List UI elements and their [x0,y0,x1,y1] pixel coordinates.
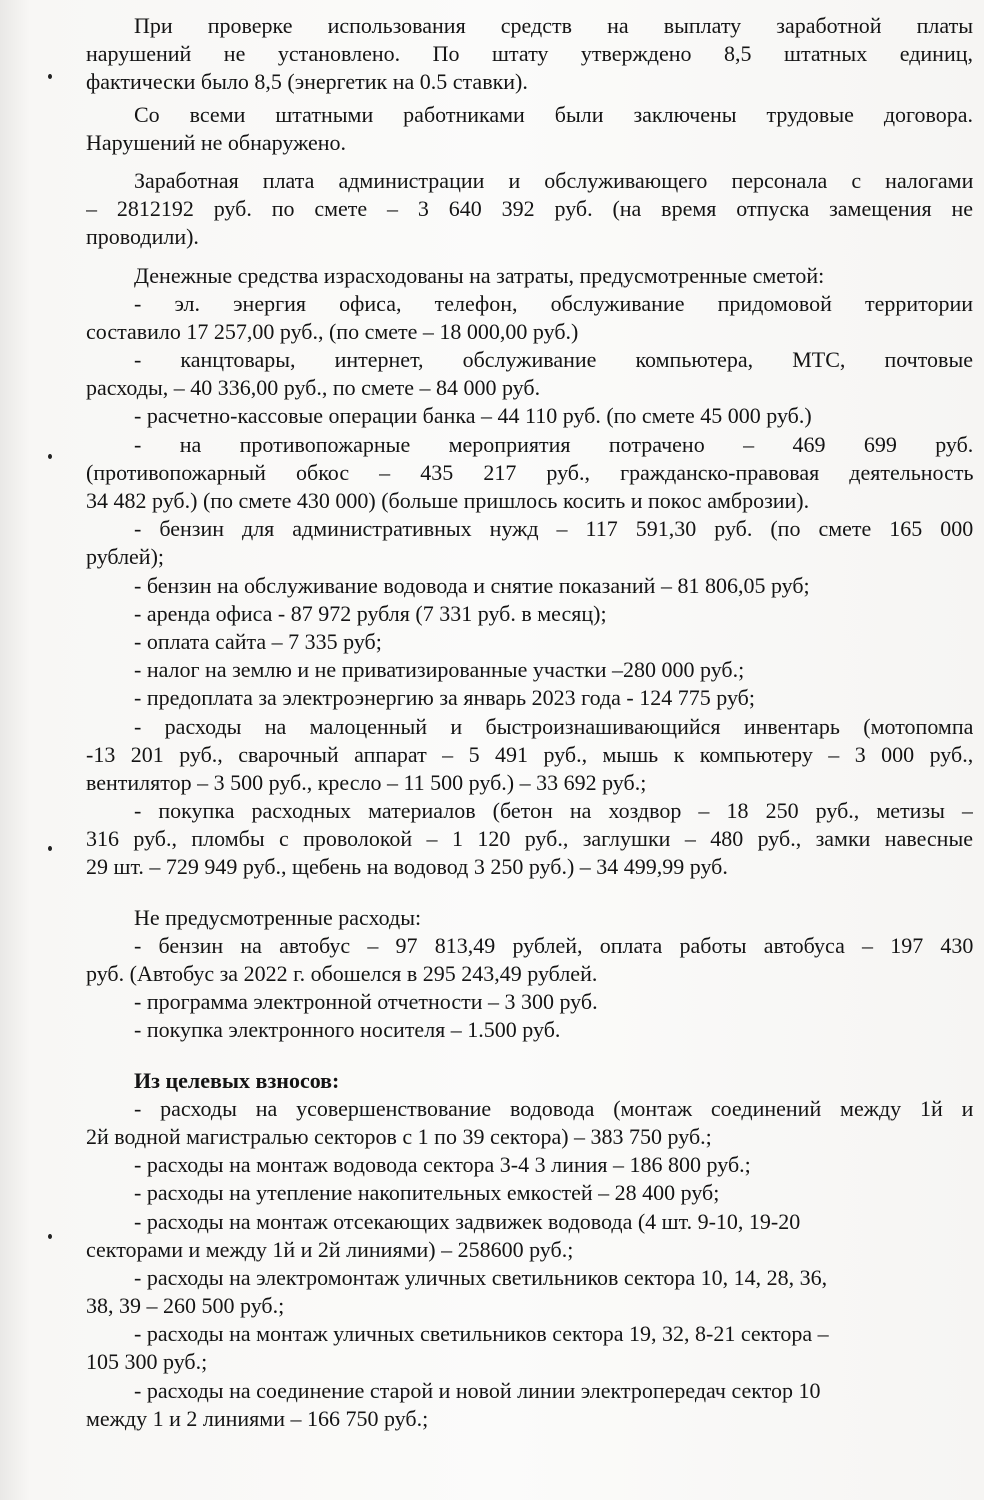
section-heading: Не предусмотренные расходы: [134,904,422,930]
text-line: расходы, – 40 336,00 руб., по смете – 84 000 руб. [86,375,541,401]
section-heading: Из целевых взносов: [134,1067,340,1093]
list-item: - бензин для административных нужд – 117 591,30 руб. (по смете 165 000 [134,516,973,542]
text-line: фактически было 8,5 (энергетик на 0.5 ставки). [86,69,528,95]
list-item: - аренда офиса - 87 972 рубля (7 331 руб. в месяц); [134,600,607,626]
text-line: нарушений не установлено. По штату утверждено 8,5 штатных единиц, [86,41,973,67]
scan-speck [48,1234,52,1239]
list-item: - расходы на утепление накопительных емкостей – 28 400 руб; [134,1180,720,1206]
list-item: - программа электронной отчетности – 3 300 руб. [134,989,598,1015]
text-line: составило 17 257,00 руб., (по смете – 18 000,00 руб.) [86,318,579,344]
document-body [86,12,973,1433]
list-item: - расходы на усовершенствование водовода (монтаж соединений между 1й и [134,1095,973,1121]
text-line: секторами и между 1й и 2й линиями) – 258600 руб.; [86,1236,574,1262]
list-item: - предоплата за электроэнергию за январь 2023 года - 124 775 руб; [134,685,755,711]
scan-speck [48,74,52,79]
list-item: - расходы на соединение старой и новой линии электропередач сектор 10 [134,1377,821,1403]
text-line: 105 300 руб.; [86,1349,208,1375]
list-item: - налог на землю и не приватизированные участки –280 000 руб.; [134,657,745,683]
text-line: рублей); [86,544,165,570]
list-item: - расчетно-кассовые операции банка – 44 110 руб. (по смете 45 000 руб.) [134,403,812,429]
list-item: - расходы на малоценный и быстроизнашивающийся инвентарь (мотопомпа [134,713,973,739]
text-line: 2й водной магистралью секторов с 1 по 39 сектора) – 383 750 руб.; [86,1123,712,1149]
text-line: При проверке использования средств на выплату заработной платы [134,13,973,38]
text-line: Со всеми штатными работниками были заключены трудовые договора. [134,101,973,127]
list-item: - канцтовары, интернет, обслуживание компьютера, МТС, почтовые [134,347,973,373]
text-line: между 1 и 2 линиями – 166 750 руб.; [86,1405,429,1431]
text-line: -13 201 руб., сварочный аппарат – 5 491 руб., мышь к компьютеру – 3 000 руб., [86,741,973,767]
text-line: 316 руб., пломбы с проволокой – 1 120 руб., заглушки – 480 руб., замки навесные [86,826,973,852]
text-line: Нарушений не обнаружено. [86,129,347,155]
text-line: (противопожарный обкос – 435 217 руб., гражданско-правовая деятельность [86,459,973,485]
list-item: - покупка расходных материалов (бетон на хоздвор – 18 250 руб., метизы – [134,798,973,824]
text-line: – 2812192 руб. по смете – 3 640 392 руб. (на время отпуска замещения не [86,196,973,222]
list-item: - расходы на монтаж отсекающих задвижек водовода (4 шт. 9-10, 19-20 [134,1208,801,1234]
list-item: - бензин на автобус – 97 813,49 рублей, оплата работы автобуса – 197 430 [134,932,973,958]
list-item: - оплата сайта – 7 335 руб; [134,628,382,654]
list-item: - бензин на обслуживание водовода и снятие показаний – 81 806,05 руб; [134,572,810,598]
scan-speck [48,454,52,459]
list-item: - на противопожарные мероприятия потрачено – 469 699 руб. [134,431,973,457]
section-heading: Денежные средства израсходованы на затраты, предусмотренные сметой: [134,262,825,288]
list-item: - расходы на монтаж уличных светильников сектора 19, 32, 8-21 сектора – [134,1321,829,1347]
text-line: вентилятор – 3 500 руб., кресло – 11 500 руб.) – 33 692 руб.; [86,769,647,795]
text-line: проводили). [86,224,199,250]
list-item: - расходы на электромонтаж уличных светильников сектора 10, 14, 28, 36, [134,1264,828,1290]
list-item: - покупка электронного носителя – 1.500 руб. [134,1017,561,1043]
text-line: 38, 39 – 260 500 руб.; [86,1293,285,1319]
scan-speck [48,846,52,851]
text-line: 29 шт. – 729 949 руб., щебень на водовод 3 250 руб.) – 34 499,99 руб. [86,854,728,880]
list-item: - расходы на монтаж водовода сектора 3-4 3 линия – 186 800 руб.; [134,1152,751,1178]
text-line: 34 482 руб.) (по смете 430 000) (больше пришлось косить и покос амброзии). [86,488,810,513]
text-line: руб. (Автобус за 2022 г. обошелся в 295 243,49 рублей. [86,961,598,986]
text-line: Заработная плата администрации и обслуживающего персонала с налогами [134,167,973,193]
list-item: - эл. энергия офиса, телефон, обслуживание придомовой территории [134,290,973,316]
